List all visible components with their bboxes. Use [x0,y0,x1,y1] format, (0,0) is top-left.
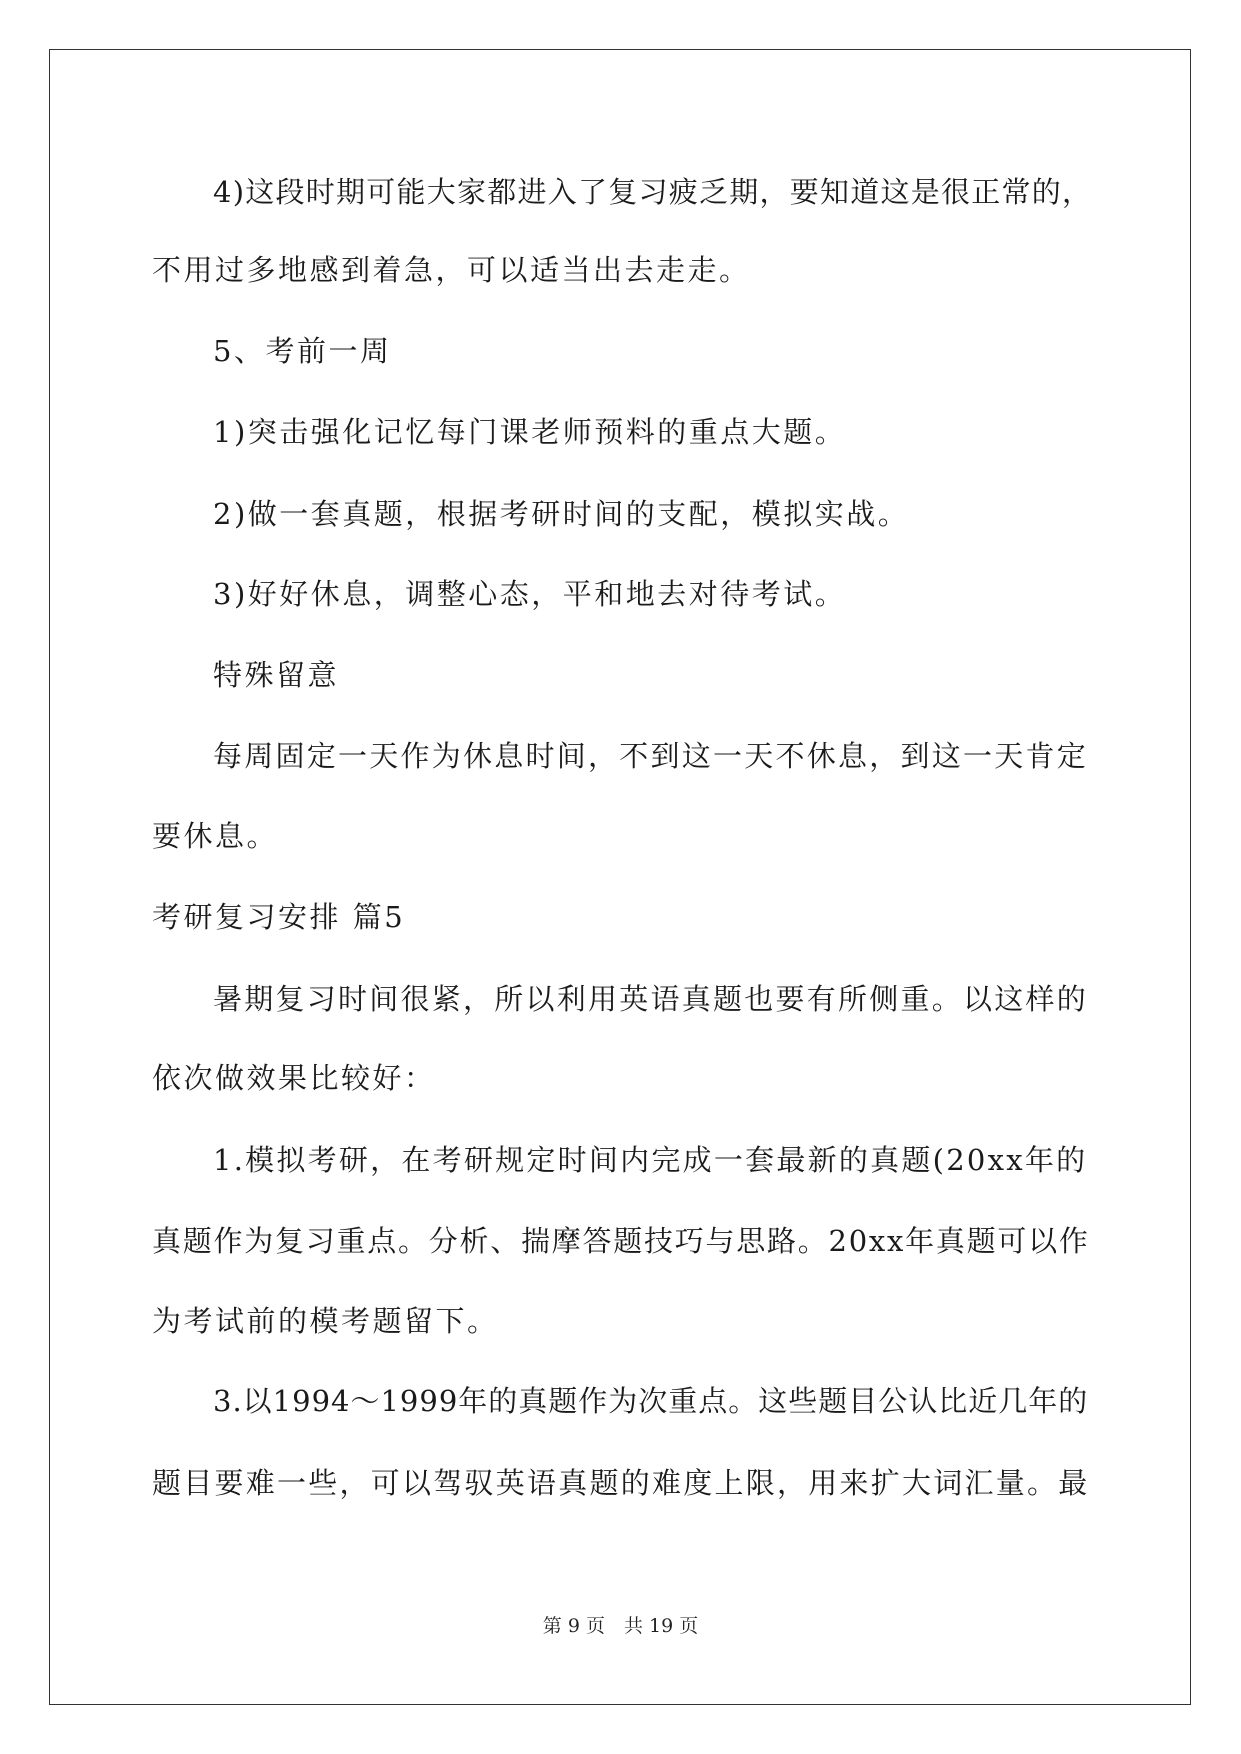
paragraph-line: 每周固定一天作为休息时间，不到这一天不休息，到这一天肯定 [213,739,1089,773]
page-number-footer: 第 9 页 共 19 页 [542,1615,699,1637]
paragraph-line: 1)突击强化记忆每门课老师预料的重点大题。 [213,415,847,449]
paragraph-line: 真题作为复习重点。分析、揣摩答题技巧与思路。20xx年真题可以作 [152,1224,1090,1258]
section-heading: 特殊留意 [213,658,340,692]
article-title: 考研复习安排 篇5 [152,900,406,934]
section-heading: 5、考前一周 [213,334,392,368]
page-border [49,49,1191,1705]
paragraph-line: 3.以1994～1999年的真题作为次重点。这些题目公认比近几年的 [213,1384,1089,1418]
paragraph-line: 要休息。 [152,819,279,853]
paragraph-line: 暑期复习时间很紧，所以利用英语真题也要有所侧重。以这样的 [213,982,1089,1016]
paragraph-line: 3)好好休息，调整心态，平和地去对待考试。 [213,577,847,611]
paragraph-line: 依次做效果比较好： [152,1061,436,1095]
paragraph-line: 1.模拟考研，在考研规定时间内完成一套最新的真题(20xx年的 [213,1143,1088,1177]
paragraph-line: 题目要难一些，可以驾驭英语真题的难度上限，用来扩大词汇量。最 [152,1466,1090,1500]
paragraph-line: 不用过多地感到着急，可以适当出去走走。 [152,253,751,287]
paragraph-line: 2)做一套真题，根据考研时间的支配，模拟实战。 [213,497,910,531]
paragraph-line: 为考试前的模考题留下。 [152,1304,499,1338]
paragraph-line: 4)这段时期可能大家都进入了复习疲乏期，要知道这是很正常的， [213,175,1093,209]
